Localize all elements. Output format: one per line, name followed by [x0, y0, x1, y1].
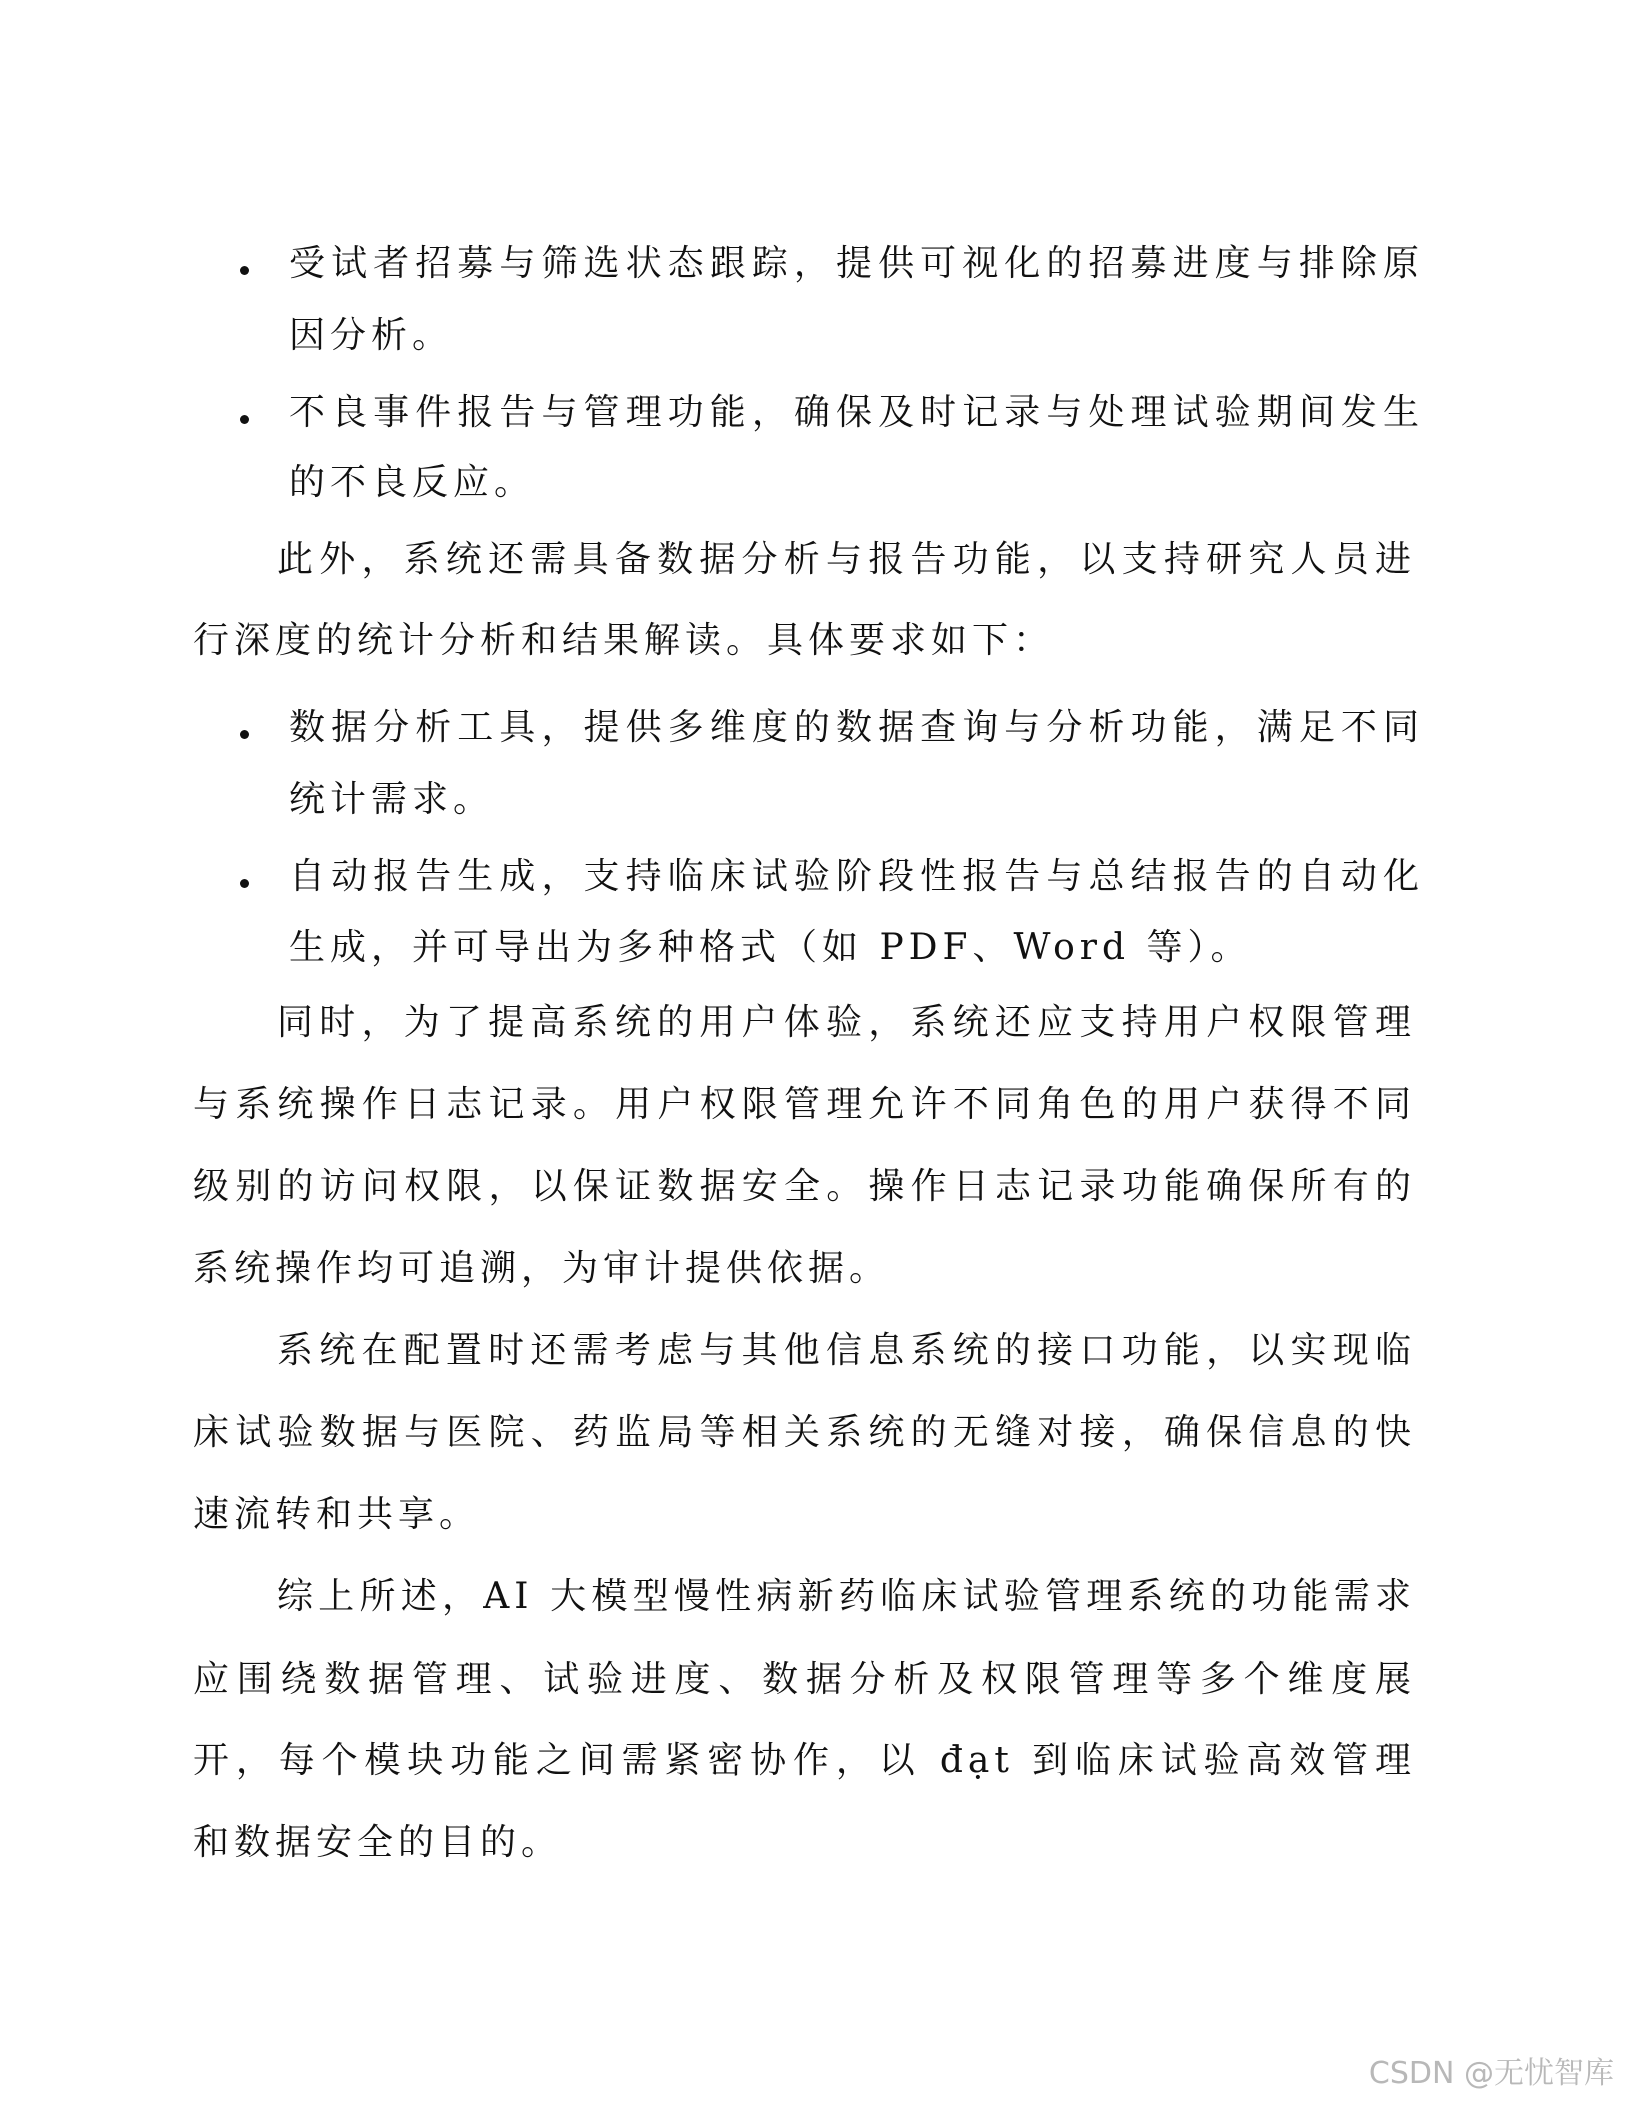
bullet-icon [240, 266, 249, 275]
paragraph-line: 综上所述，AI 大模型慢性病新药临床试验管理系统的功能需求 [277, 1576, 1416, 1617]
paragraph-line: 与系统操作日志记录。用户权限管理允许不同角色的用户获得不同 [193, 1084, 1416, 1125]
bullet-item-line: 数据分析工具，提供多维度的数据查询与分析功能，满足不同 [289, 707, 1424, 748]
bullet-item-line: 生成，并可导出为多种格式（如 PDF、Word 等）。 [289, 927, 1252, 968]
paragraph-line: 级别的访问权限，以保证数据安全。操作日志记录功能确保所有的 [193, 1166, 1416, 1207]
watermark: CSDN @无忧智库 [1368, 2056, 1614, 2091]
paragraph-line: 此外，系统还需具备数据分析与报告功能，以支持研究人员进 [277, 539, 1416, 580]
paragraph-line: 床试验数据与医院、药监局等相关系统的无缝对接，确保信息的快 [193, 1412, 1416, 1453]
paragraph-line: 同时，为了提高系统的用户体验，系统还应支持用户权限管理 [277, 1002, 1416, 1043]
paragraph-line: 和数据安全的目的。 [193, 1822, 563, 1863]
paragraph-line: 行深度的统计分析和结果解读。具体要求如下： [193, 620, 1055, 661]
bullet-item-line: 自动报告生成，支持临床试验阶段性报告与总结报告的自动化 [289, 856, 1424, 897]
paragraph-line: 系统操作均可追溯，为审计提供依据。 [193, 1248, 891, 1289]
paragraph-line: 开，每个模块功能之间需紧密协作，以 đạt 到临床试验高效管理 [193, 1740, 1416, 1781]
bullet-icon [240, 415, 249, 424]
bullet-item-line: 统计需求。 [289, 779, 495, 820]
bullet-item-line: 不良事件报告与管理功能，确保及时记录与处理试验期间发生 [289, 392, 1424, 433]
bullet-icon [240, 879, 249, 888]
bullet-item-line: 因分析。 [289, 315, 454, 356]
bullet-item-line: 的不良反应。 [289, 462, 536, 503]
bullet-icon [240, 730, 249, 739]
paragraph-line: 速流转和共享。 [193, 1494, 481, 1535]
paragraph-line: 系统在配置时还需考虑与其他信息系统的接口功能，以实现临 [277, 1330, 1416, 1371]
bullet-item-line: 受试者招募与筛选状态跟踪，提供可视化的招募进度与排除原 [289, 243, 1424, 284]
paragraph-line: 应围绕数据管理、试验进度、数据分析及权限管理等多个维度展 [193, 1659, 1416, 1700]
